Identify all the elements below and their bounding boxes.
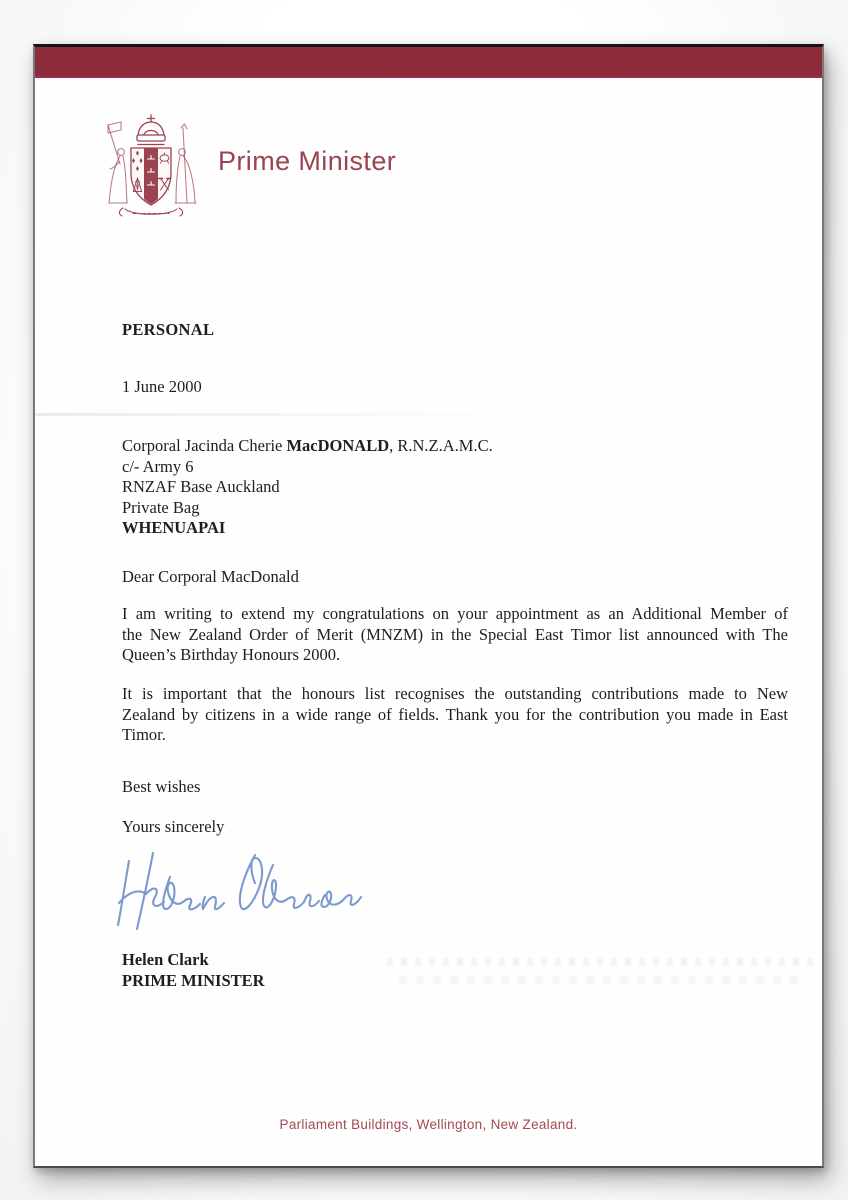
recipient-rank-names: Corporal Jacinda Cherie — [122, 436, 287, 455]
recipient-line-2: c/- Army 6 — [122, 456, 194, 476]
letterhead-title: Prime Minister — [218, 146, 397, 176]
nz-coat-of-arms-icon — [95, 112, 207, 228]
signature-block — [122, 950, 265, 991]
signer-title: PRIME MINISTER — [122, 970, 265, 990]
recipient-line-4: Private Bag — [122, 497, 200, 517]
letter-page — [33, 44, 824, 1168]
paragraph-line: the New Zealand Order of Merit (MNZM) in the Special East Timor list announced with The — [122, 624, 788, 644]
paragraph-line: Timor. — [122, 725, 166, 744]
page-show-through-marks — [387, 950, 819, 994]
classification-label: PERSONAL — [122, 320, 215, 339]
recipient-surname: MacDONALD — [286, 436, 390, 455]
signer-name: Helen Clark — [122, 950, 209, 969]
signature-helen-clark — [113, 847, 368, 939]
body-paragraph-2 — [122, 684, 788, 746]
recipient-line-3: RNZAF Base Auckland — [122, 477, 280, 496]
closing-best-wishes: Best wishes — [122, 777, 201, 796]
paragraph-line: I am writing to extend my congratulations on your appointment as an Additional Member of — [122, 604, 788, 623]
letterhead-band — [35, 47, 822, 78]
footer-address: Parliament Buildings, Wellington, New Zealand. — [279, 1117, 578, 1132]
paragraph-line: It is important that the honours list recognises the outstanding contributions made to New — [122, 684, 788, 703]
closing-yours-sincerely: Yours sincerely — [122, 817, 225, 836]
recipient-line-1 — [122, 436, 493, 457]
recipient-line-5: WHENUAPAI — [122, 518, 226, 537]
body-paragraph-1 — [122, 604, 788, 666]
paragraph-line: Queen’s Birthday Honours 2000. — [122, 645, 341, 664]
recipient-address-block — [122, 436, 493, 539]
letter-date: 1 June 2000 — [122, 377, 202, 396]
paper-crease — [35, 413, 505, 416]
recipient-post-nominals: , R.N.Z.A.M.C. — [389, 436, 493, 455]
paragraph-line: Zealand by citizens in a wide range of fields. Thank you for the contribution you made in East — [122, 704, 788, 724]
salutation: Dear Corporal MacDonald — [122, 567, 299, 586]
